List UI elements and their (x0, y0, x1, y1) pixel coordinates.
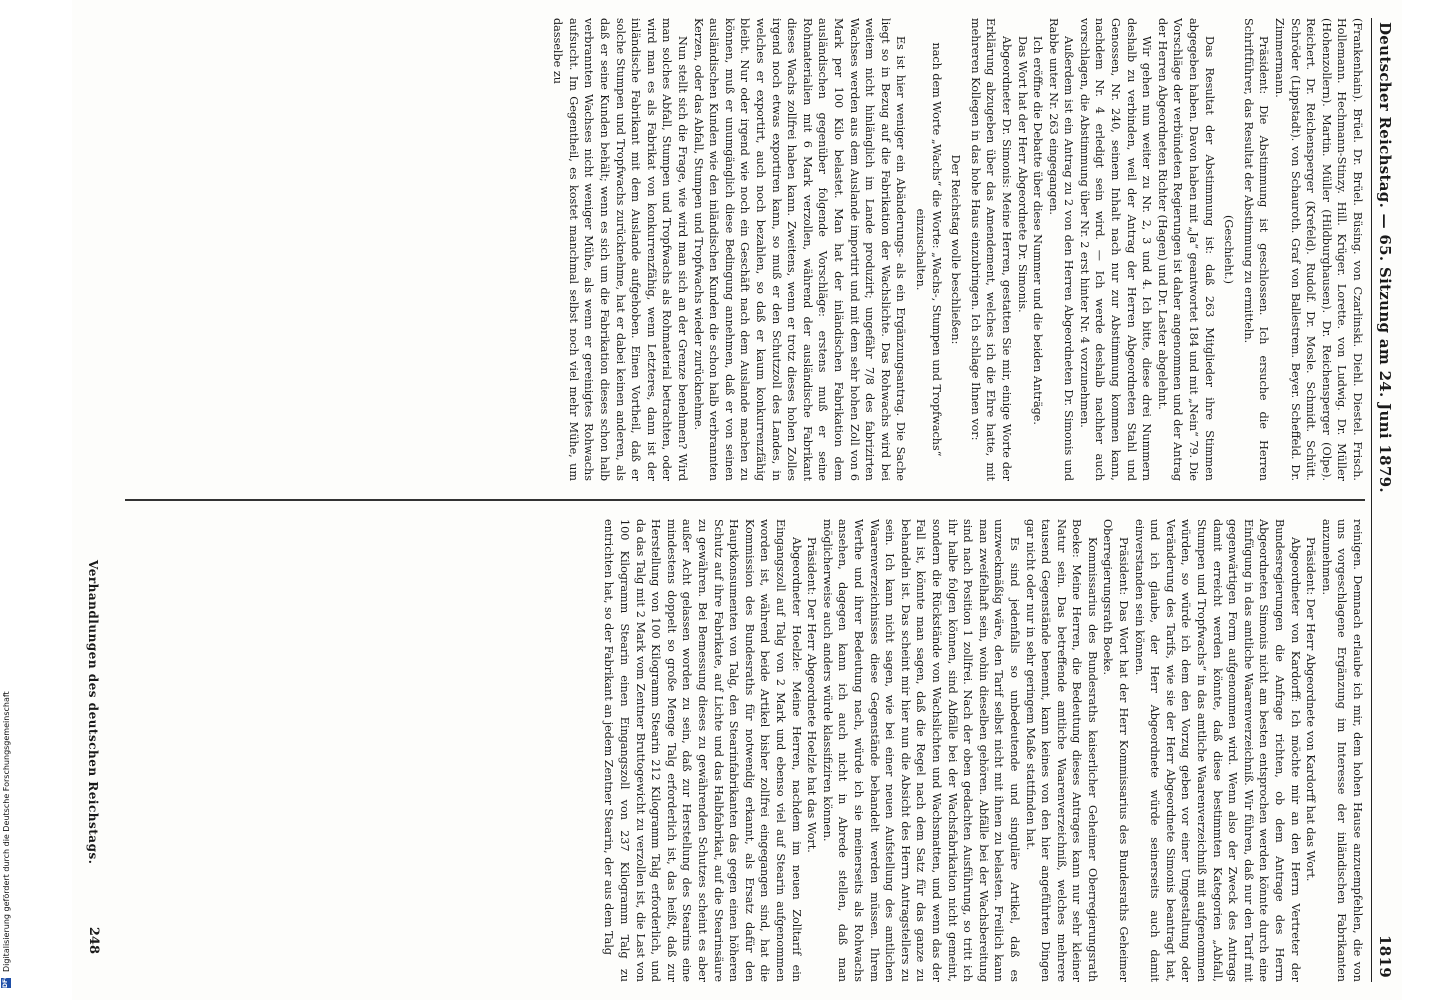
paragraph: Abgeordneter von Kardorff: Ich möchte mir an den Herrn Vertreter der Bundesregierungen die Anfrage richten, ob dem Antrage des Herrn Abgeordneten Simonis nicht am besten entsprochen werden könnte durch eine Einfügung in das amtliche Waarenverzeichniß. Wir führen, daß nur den Tarif mit gegenwärtigen Form aufgenommen wird. Wenn also der Zweck des Antrags damit erreicht werden könnte, daß diese bestimmten Kategorien „Abfall, Stumpen und Tropfwachs“ in das amtliche Waarenverzeichniß mit aufgenommen würden, so würde ich dem den Vorzug geben vor einer Umgestaltung oder Veränderung des Tarifs, wie sie der Herr Abgeordnete Simonis beantragt hat, und ich glaube, der Herr Abgeordnete würde seinerseits auch damit einverstanden sein können. (1132, 519, 1302, 982)
paragraph: Präsident: Der Herr Abgeordnete Hoelzle hat das Wort. (805, 537, 819, 853)
paragraph: Nun stellt sich die Frage, wie wird man sich an der Grenze benehmen? Wird man solches Abfall, Stumpen und Tropfwachs als Rohmaterial betrachten, oder wird man es als Fabrikat von konkurrenzfähig, wenn Letzteres, dann ist der inländische Fabrikant mit dem Auslande aufgehoben. Einen Vortheil, daß er solche Stumpen und Tropfwachs zurücknehme, hat er dabei keinen anderen, als daß er seine Kunden behält; wenn es sich um die Fabrikation dieses schon halb verbrannten Wachses nicht weniger Mühe, als wenn er gereinigtes Rohwachs aufsucht. Im Gegentheil, es kostet manchmal selbst noch viel mehr Mühe, um dasselbe zu (551, 18, 690, 481)
paragraph: Das Resultat der Abstimmung ist: daß 263 Mitglieder ihre Stimmen abgegeben haben. Davon haben mit „Ja“ geantwortet 184 und mit „Nein“ 79. Die Vorschläge der verbündeten Regierungen ist daher angenommen und der Antrag der Herren Abgeordneten Richter (Hagen) und Dr. Laster abgelehnt. (1155, 18, 1216, 481)
paragraph: Präsident: Das Wort hat der Herr Kommissarius des Bundesraths Geheimer Oberregierungsrath Boeke. (1101, 519, 1131, 982)
paragraph: Präsident: Die Abstimmung ist geschlossen. Ich ersuche die Herren Schriftführer, das Resultat der Abstimmung zu ermitteln. (1241, 18, 1271, 481)
paragraph: (Frankenhain). Brüel. Dr. Brüel. Büsing. von Czarlinski. Diehl. Diestel. Frisch. Hollemann. Hechmann-Stinzy. Hill. Krüger. Lorette. von Ludwig. Dr. Müller (Hohenzollern). Martin. Müller (Hildburghausen). Dr. Reichensperger (Olpe). Reichert. Dr. Reichensperger (Krefeld). Rudolf. Dr. Mosle. Schmidt. Schütt. Schröder (Lippstadt). von Schauroth. Graf von Ballestrem. Beyer. Scheffeld. Dr. Zimmermann. (1273, 18, 1364, 481)
left-column (125, 18, 1365, 481)
column-divider (125, 499, 1365, 501)
header-title: Deutscher Reichstag. — 65. Sitzung am 24. Juni 1879. (1376, 22, 1394, 493)
footer-title: Verhandlungen des deutschen Reichstags. (86, 560, 100, 865)
footer-page-number: 248 (86, 926, 101, 954)
paragraph: reinigen. Demnach erlaube ich mir, dem hohen Hause anzuempfehlen, die von uns vorgeschlagene Ergänzung im Interesse der inländischen Fabrikanten anzunehmen. (1319, 519, 1364, 982)
credit-text: Digitalisierung gefördert durch die Deutsche Forschungsgemeinschaft (1, 691, 11, 972)
paragraph: Das Wort hat der Herr Abgeordnete Dr. Simonis. (1015, 36, 1029, 313)
paragraph: Ich eröffne die Debatte über diese Nummer und die beiden Anträge. (1031, 36, 1045, 425)
right-column (125, 519, 1365, 982)
text-columns (125, 18, 1365, 982)
newspaper-page (72, 0, 1402, 1000)
paragraph: Abgeordneter Hoelzle: Meine Herren, nachdem im neuen Zolltarif ein Eingangszoll auf Talg von 2 Mark und ebenso viel auf Stearin aufgenommen worden ist, während beide Artikel bisher zollfrei eingegangen sind, hat die Kommission des Bundesraths für notwendig erkannt, als Ersatz dafür den Hauptkonsumenten von Talg, den Stearinfabrikanten das gegen einen höheren Schutz auf ihre Fabrikate, auf Lichte und das Halbfabrikat, auf die Stearinsäure zu gewähren. Bei Bemessung dieses zu gewährenden Schutzes scheint es aber außer Acht gelassen worden zu sein, daß zur Herstellung des Stearins eine mindestens doppelt so große Menge Talg erforderlich ist, das heißt, daß zur Herstellung von 100 Kilogramm Stearin 212 Kilogramm Talg erforderlich, und da das Talg mit 2 Mark vom Zentner Bruttogewicht zu verzollen ist, die Last von 100 Kilogramm Stearin einen Eingangszoll von 237 Kilogramm Talg zu entrichten hat, so der Fabrikant an jedem Zentner Stearin, der aus dem Talg (602, 519, 803, 982)
paragraph: Wir gehen nun weiter zu Nr. 2, 3 und 4. Ich bitte, diese drei Nummern deshalb zu verbinden, weil der Antrag der Herren Abgeordneten Stahl und Genossen, Nr. 240, seinem Inhalt nach nur zur Abstimmung kommen kann, nachdem Nr. 4 erledigt sein wird. — Ich werde deshalb nachher auch vorschlagen, die Abstimmung über Nr. 2 erst hinter Nr. 4 vorzunehmen. (1077, 18, 1154, 481)
dfg-logo-icon: DFG (2, 973, 9, 988)
paragraph: Es sind jedenfalls so unbedeutende und singuläre Artikel, daß es unzweckmäßig wäre, den Tarif selbst nicht mit ihnen zu belasten. Freilich kann man zweifelhaft sein, wohin dieselben gehören. Abfälle bei der Wachsbereitung sind nach Position 1 zollfrei. Nach der oben gedachten Ausführung, so tritt ich ihr halbe folgen können, sind Abfälle bei der Wachsfabrikation nicht gemeint, sondern die Rückstände von Wachslichten und Wachsmatten, und wenn das der Fall ist, könnte man sagen, daß die Regel nach dem Satz für das ganze zu behandeln ist. Das scheint mir hier nun die Absicht des Herrn Antragstellers zu sein. Ich kann nicht sagen, wie bei einer neuen Aufstellung des amtlichen Waarenverzeichnisses diese Gegenstände behandelt werden müssen. Ihrem Werthe und ihrer Bedeutung nach, würde ich sie meinerseits als Rohwachs ansehen, dagegen kann ich auch nicht in Abrede stellen, daß man möglicherweise auch anders würde klassifiziren können. (820, 519, 1021, 982)
paragraph: nach dem Worte „Wachs“ die Worte: „Wachs-, Stumpen und Tropfwachs“ einzuschalten. (913, 42, 943, 457)
paragraph: Es ist hier weniger ein Abänderungs- als ein Ergänzungsantrag. Die Sache liegt so in Bezug auf die Fabrikation der Wachslichte. Das Rohwachs wird bei weitem nicht hinlänglich im Lande produzirt; ungefähr 7/8 des fabrizirten Wachses werden aus dem Auslande importirt und mit dem sehr hohen Zoll von 6 Mark per 100 Kilo belastet. Man hat der inländischen Fabrikation dem ausländischen gegenüber folgende Vorschläge: erstens muß er seine Rohmaterialien mit 6 Mark verzollen, während der ausländische Fabrikant dieses Wachs zollfrei haben kann. Zweitens, wenn er trotz dieses hohen Zolles irgend noch etwas exportiren kann, so muß er den Schutzzoll des Landes, in welches er exportirt, auch noch bezahlen, so daß er kaum konkurrenzfähig bleibt. Nur oder irgend wie noch ein Geschäft nach dem Auslande machen zu können, muß er unumgänglich diese Bedingung annehmen, daß er von seinen ausländischen Kunden wie den inländischen Kunden die schon halb verbrannten Kerzen, oder das Abfall, Stumpen und Tropfwachs wieder zurücknehme. (691, 18, 908, 481)
header-page-number: 1819 (1376, 935, 1394, 978)
digitization-credit (0, 0, 12, 988)
paragraph: Präsident: Der Herr Abgeordnete von Kardorff hat das Wort. (1304, 537, 1318, 882)
paragraph: (Geschieht.) (1222, 215, 1236, 284)
paragraph: Kommissarius des Bundesraths kaiserlicher Geheimer Oberregierungsrath Boeke: Meine Herren, die Bedeutung dieses Antrages kann nur sehr kleiner Natur sein. Das betreffende amtliche Waarenverzeichniß, welches mehrere tausend Gegenstände benennt, kann keines von den hier angeführten Dingen gar nicht oder nur in sehr geringem Maße stattfinden hat. (1023, 519, 1099, 982)
paragraph: Abgeordneter Dr. Simonis: Meine Herren, gestatten Sie mir, einige Worte der Erklärung abzugeben über das Amendement, welches ich die Ehre hatte, mit mehreren Kollegen in das hohe Haus einzubringen. Ich schlage Ihnen vor: (968, 18, 1013, 481)
page-header (1371, 18, 1394, 982)
paragraph: Außerdem ist ein Antrag zu 2 von den Herren Abgeordneten Dr. Simonis und Rabbe unter Nr. 263 eingegangen. (1046, 18, 1076, 481)
paragraph: Der Reichstag wolle beschließen: (949, 154, 963, 345)
